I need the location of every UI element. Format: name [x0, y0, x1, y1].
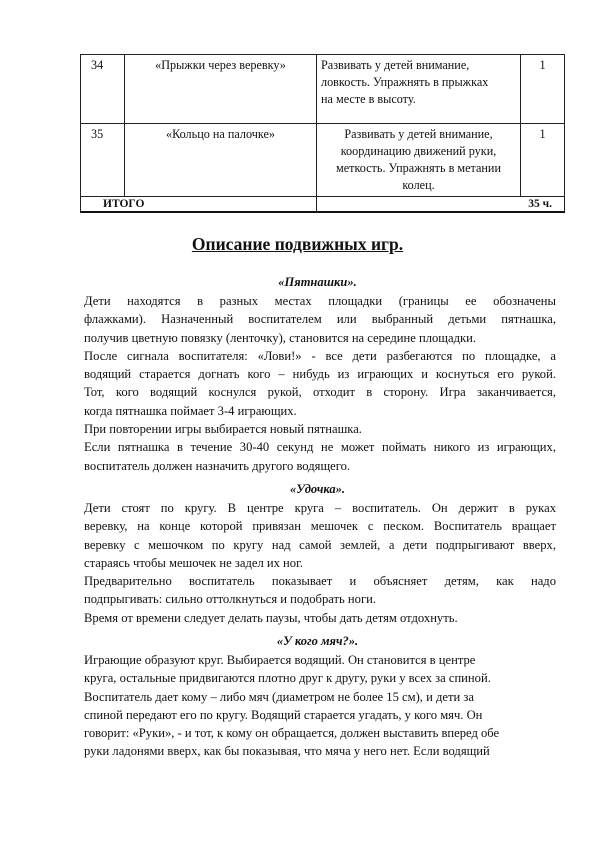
total-value: 35 ч. [317, 197, 565, 213]
text-line: спиной передают его по кругу. Водящий старается угадать, у кого мяч. Он [84, 707, 483, 722]
text-line: Время от времени следует делать паузы, чтобы дать детям отдохнуть. [84, 610, 458, 625]
text-line: Дети находятся в разных местах площадки (границы ее обозначены [84, 294, 556, 308]
text-line: говорит: «Руки», - и тот, к кому он обращается, должен выставить вперед обе [84, 726, 500, 741]
goal-line: координацию движений руки, [340, 144, 497, 158]
table-row [81, 55, 565, 124]
goal-line: Развивать у детей внимание, [344, 127, 493, 141]
goal-line: меткость. Упражнять в метании [336, 161, 501, 175]
game-title: «Удочка». [289, 482, 346, 496]
game-name: «Кольцо на палочке» [125, 124, 317, 197]
text-line: веревку с мешочком по кругу над самой землей, а дети подпрыгивают вверх, [84, 537, 556, 552]
text-line: круга, остальные придвигаются плотно друг к другу, руки у всех за спиной. [84, 671, 491, 686]
goal-line: на месте в высоту. [321, 92, 416, 106]
game-goal [317, 124, 521, 197]
text-line: веревку, на конце которой привязан мешочек с песком. Воспитатель вращает [84, 519, 556, 534]
total-label: ИТОГО [81, 197, 317, 213]
text-line: флажками). Назначенный воспитателем или выбранный детьми пятнашка, [84, 312, 556, 327]
game-description [84, 499, 556, 627]
text-line: получив цветную повязку (ленточку), становится на середине площадки. [84, 330, 476, 345]
text-line: Тот, кого водящий коснулся рукой, отходит в сторону. Игра заканчивается, [84, 385, 556, 400]
text-line: стараясь чтобы мешочек не задел их ног. [84, 555, 303, 570]
game-title: «Пятнашки». [278, 275, 357, 289]
section-title: Описание подвижных игр. [191, 234, 404, 254]
game-hours: 1 [521, 55, 565, 124]
row-number: 34 [81, 55, 125, 124]
goal-line: Развивать у детей внимание, [321, 58, 470, 72]
text-line: Предварительно воспитатель показывает и объясняет детям, как надо [84, 574, 556, 589]
text-line: водящий старается догнать кого – нибудь из играющих и коснуться его рукой. [84, 367, 556, 382]
game-name: «Прыжки через веревку» [125, 55, 317, 124]
game-title: «У кого мяч?». [276, 634, 359, 648]
text-line: воспитатель должен назначить другого водящего. [84, 458, 351, 473]
game-description [84, 292, 556, 475]
text-line: Воспитатель дает кому – либо мяч (диаметром не более 15 см), и дети за [84, 689, 474, 704]
goal-line: ловкость. Упражнять в прыжках [321, 75, 489, 89]
text-line: Если пятнашка в течение 30-40 секунд не может поймать никого из играющих, [84, 440, 556, 455]
text-line: подпрыгивать: сильно оттолкнуться и подобрать ноги. [84, 592, 377, 607]
text-line: Дети стоят по кругу. В центре круга – воспитатель. Он держит в руках [84, 501, 556, 515]
text-line: Играющие образуют круг. Выбирается водящий. Он становится в центре [84, 653, 476, 667]
game-goal [317, 55, 521, 124]
row-number: 35 [81, 124, 125, 197]
text-line: При повторении игры выбирается новый пятнашка. [84, 422, 362, 437]
table-row [81, 124, 565, 197]
text-line: После сигнала воспитателя: «Лови!» - все дети разбегаются по площадке, а [84, 348, 556, 363]
total-row [81, 197, 565, 213]
goal-line: колец. [402, 178, 435, 192]
text-line: когда пятнашка поймает 3-4 играющих. [84, 403, 297, 418]
text-line: руки ладонями вверх, как бы показывая, что мяча у него нет. Если водящий [84, 744, 490, 759]
games-table [80, 54, 565, 213]
game-hours: 1 [521, 124, 565, 197]
game-description [84, 651, 556, 761]
